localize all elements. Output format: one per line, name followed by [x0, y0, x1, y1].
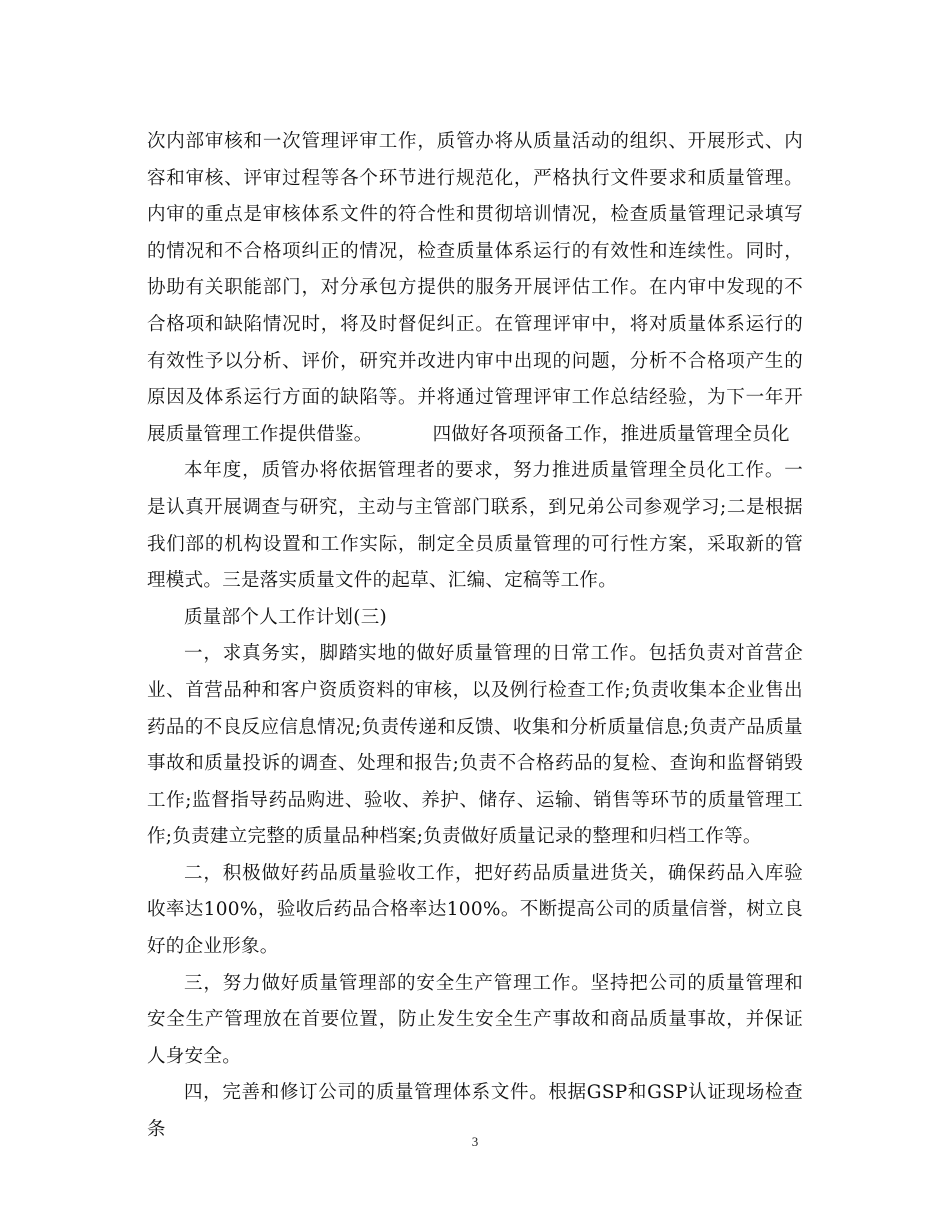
- page-number: 3: [471, 1134, 479, 1149]
- paragraph-text: 次内部审核和一次管理评审工作，质管办将从质量活动的组织、开展形式、内容和审核、评审过程等各个环节进行规范化，严格执行文件要求和质量管理。内审的重点是审核体系文件的符合性和贯彻培训情况，检查质量管理记录填写的情况和不合格项纠正的情况，检查质量体系运行的有效性和连续性。同时，协助有关职能部门，对分承包方提供的服务开展评估工作。在内审中发现的不合格项和缺陷情况时，将及时督促纠正。在管理评审中，将对质量体系运行的有效性予以分析、评价，研究并改进内审中出现的问题，分析不合格项产生的原因及体系运行方面的缺陷等。并将通过管理评审工作总结经验，为下一年开展质量管理工作提供借鉴。: [147, 131, 803, 445]
- body-paragraph: 四，完善和修订公司的质量管理体系文件。根据GSP和GSP认证现场检查条: [147, 1082, 803, 1141]
- body-paragraph: 本年度，质管办将依据管理者的要求，努力推进质量管理全员化工作。一是认真开展调查与研究，主动与主管部门联系，到兄弟公司参观学习;二是根据我们部的机构设置和工作实际，制定全员质量管理的可行性方案，采取新的管理模式。三是落实质量文件的起草、汇编、定稿等工作。: [147, 460, 803, 592]
- body-paragraph: 二，积极做好药品质量验收工作，把好药品质量进货关，确保药品入库验收率达100%，验收后药品合格率达100%。不断提高公司的质量信誉，树立良好的企业形象。: [147, 862, 803, 958]
- body-paragraph: 一，求真务实，脚踏实地的做好质量管理的日常工作。包括负责对首营企业、首营品种和客户资质资料的审核，以及例行检查工作;负责收集本企业售出药品的不良反应信息情况;负责传递和反馈、收集和分析质量信息;负责产品质量事故和质量投诉的调查、处理和报告;负责不合格药品的复检、查询和监督销毁工作;监督指导药品购进、验收、养护、储存、运输、销售等环节的质量管理工作;负责建立完整的质量品种档案;负责做好质量记录的整理和归档工作等。: [147, 643, 803, 848]
- section-heading: 四做好各项预备工作，推进质量管理全员化: [432, 423, 790, 445]
- body-paragraph: 三，努力做好质量管理部的安全生产管理工作。坚持把公司的质量管理和安全生产管理放在首要位置，防止发生安全生产事故和商品质量事故，并保证人身安全。: [147, 972, 803, 1067]
- section-title: 质量部个人工作计划(三): [184, 606, 388, 628]
- body-paragraph: [147, 124, 803, 453]
- document-page: [147, 124, 803, 1149]
